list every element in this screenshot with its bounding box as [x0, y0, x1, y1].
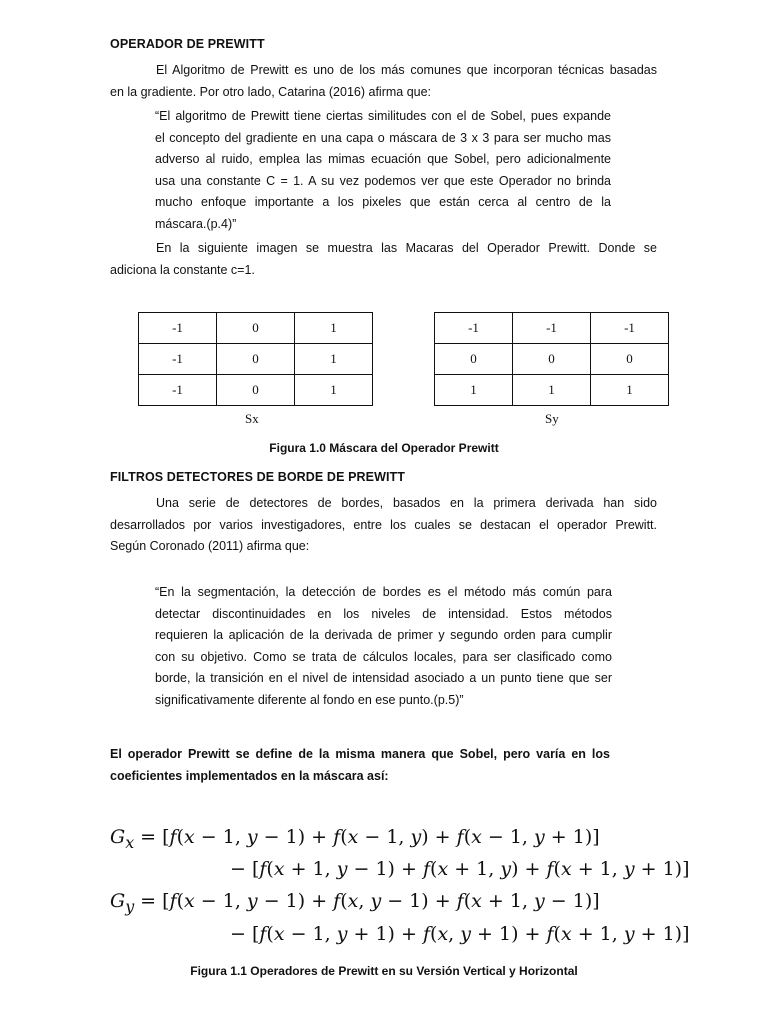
table-row: [139, 375, 373, 406]
text-line: El operador Prewitt se define de la misma manera que Sobel, pero varía en los: [110, 747, 610, 761]
formula-gx-line2: − [f(x + 1, y − 1) + f(x + 1, y) + f(x + 1, y + 1)]: [230, 858, 690, 880]
figure-caption-1-1: Figura 1.1 Operadores de Prewitt en su Versión Vertical y Horizontal: [190, 964, 578, 978]
section2-intro-paragraph: [110, 493, 657, 558]
table-cell: 1: [591, 375, 669, 406]
text-line: El Algoritmo de Prewitt es uno de los más comunes que incorporan técnicas basadas: [156, 63, 657, 77]
after-quote-paragraph: [110, 238, 657, 281]
table-row: [435, 375, 669, 406]
text-line: desarrollados por varios investigadores, entre los cuales se destacan el operador Prewitt.: [110, 517, 657, 532]
table-row: [139, 344, 373, 375]
table-cell: 1: [295, 375, 373, 406]
text-line: Una serie de detectores de bordes, basados en la primera derivada han sido: [156, 496, 657, 510]
table-row: [435, 313, 669, 344]
mask-sx-label: Sx: [245, 411, 259, 426]
table-cell: 1: [513, 375, 591, 406]
table-cell: -1: [139, 375, 217, 406]
table-cell: -1: [139, 344, 217, 375]
quote-line: con su objetivo. Como se trata de cálculos locales, para ser clasificado como: [155, 649, 612, 664]
quote-line: borde, la transición en el nivel de intensidad asociado a un punto tiene que ser: [155, 671, 612, 685]
quote-line: el concepto del gradiente en una capa o máscara de 3 x 3 para ser mucho mas: [155, 130, 611, 145]
quote-line: detectar discontinuidades en los niveles de intensidad. Estos métodos: [155, 606, 612, 621]
table-row: [435, 344, 669, 375]
quote-coronado: [155, 582, 612, 711]
text-line: adiciona la constante c=1.: [110, 262, 255, 277]
text-line: Según Coronado (2011) afirma que:: [110, 539, 310, 553]
table-row: [139, 313, 373, 344]
quote-catarina: [155, 106, 611, 235]
quote-line: “En la segmentación, la detección de bordes es el método más común para: [155, 585, 612, 599]
text-line: En la siguiente imagen se muestra las Macaras del Operador Prewitt. Donde se: [156, 241, 657, 255]
quote-line: adverso al ruido, emplea las mimas ecuación que Sobel, pero adicionalmente: [155, 152, 611, 166]
mask-sy-label: Sy: [545, 411, 559, 426]
table-cell: 0: [513, 344, 591, 375]
table-cell: 0: [217, 344, 295, 375]
intro-paragraph: [110, 60, 657, 103]
quote-line: requieren la aplicación de la derivada de primer y segundo orden para cumplir: [155, 628, 612, 642]
table-cell: -1: [139, 313, 217, 344]
formula-gx-line1: $G_x = [f(x - 1$, y − 1) + f(x − 1, y) + f(x − 1, y + 1)]: [110, 826, 600, 852]
text-line: en la gradiente. Por otro lado, Catarina (2016) afirma que:: [110, 84, 432, 99]
table-cell: -1: [513, 313, 591, 344]
mask-sx-table: [138, 312, 373, 406]
quote-line: máscara.(p.4)”: [155, 216, 237, 231]
quote-line: usa una constante C = 1. A su vez podemos ver que este Operador no brinda: [155, 173, 611, 188]
mask-sy-table: [434, 312, 669, 406]
table-cell: -1: [591, 313, 669, 344]
text-line: coeficientes implementados en la máscara así:: [110, 769, 389, 783]
formula-gy-line2: − [f(x − 1, y + 1) + f(x, y + 1) + f(x + 1, y + 1)]: [230, 923, 690, 945]
table-cell: 0: [217, 375, 295, 406]
table-cell: 1: [435, 375, 513, 406]
quote-line: mucho enfoque importante a los pixeles que están cerca al centro de la: [155, 195, 611, 209]
figure-caption-1-0: Figura 1.0 Máscara del Operador Prewitt: [269, 441, 499, 455]
formula-gy-line1: $G_y = [f(x - 1$, y − 1) + f(x, y − 1) + f(x + 1, y − 1)]: [110, 890, 600, 916]
table-cell: -1: [435, 313, 513, 344]
bold-definition-paragraph: [110, 743, 610, 787]
table-cell: 1: [295, 313, 373, 344]
table-cell: 0: [591, 344, 669, 375]
table-cell: 1: [295, 344, 373, 375]
table-cell: 0: [435, 344, 513, 375]
section-heading-filtros: FILTROS DETECTORES DE BORDE DE PREWITT: [110, 470, 406, 484]
quote-line: significativamente diferente al fondo en ese punto.(p.5)”: [155, 692, 464, 707]
table-cell: 0: [217, 313, 295, 344]
section-heading-prewitt: OPERADOR DE PREWITT: [110, 37, 265, 51]
quote-line: “El algoritmo de Prewitt tiene ciertas similitudes con el de Sobel, pues expande: [155, 109, 611, 123]
